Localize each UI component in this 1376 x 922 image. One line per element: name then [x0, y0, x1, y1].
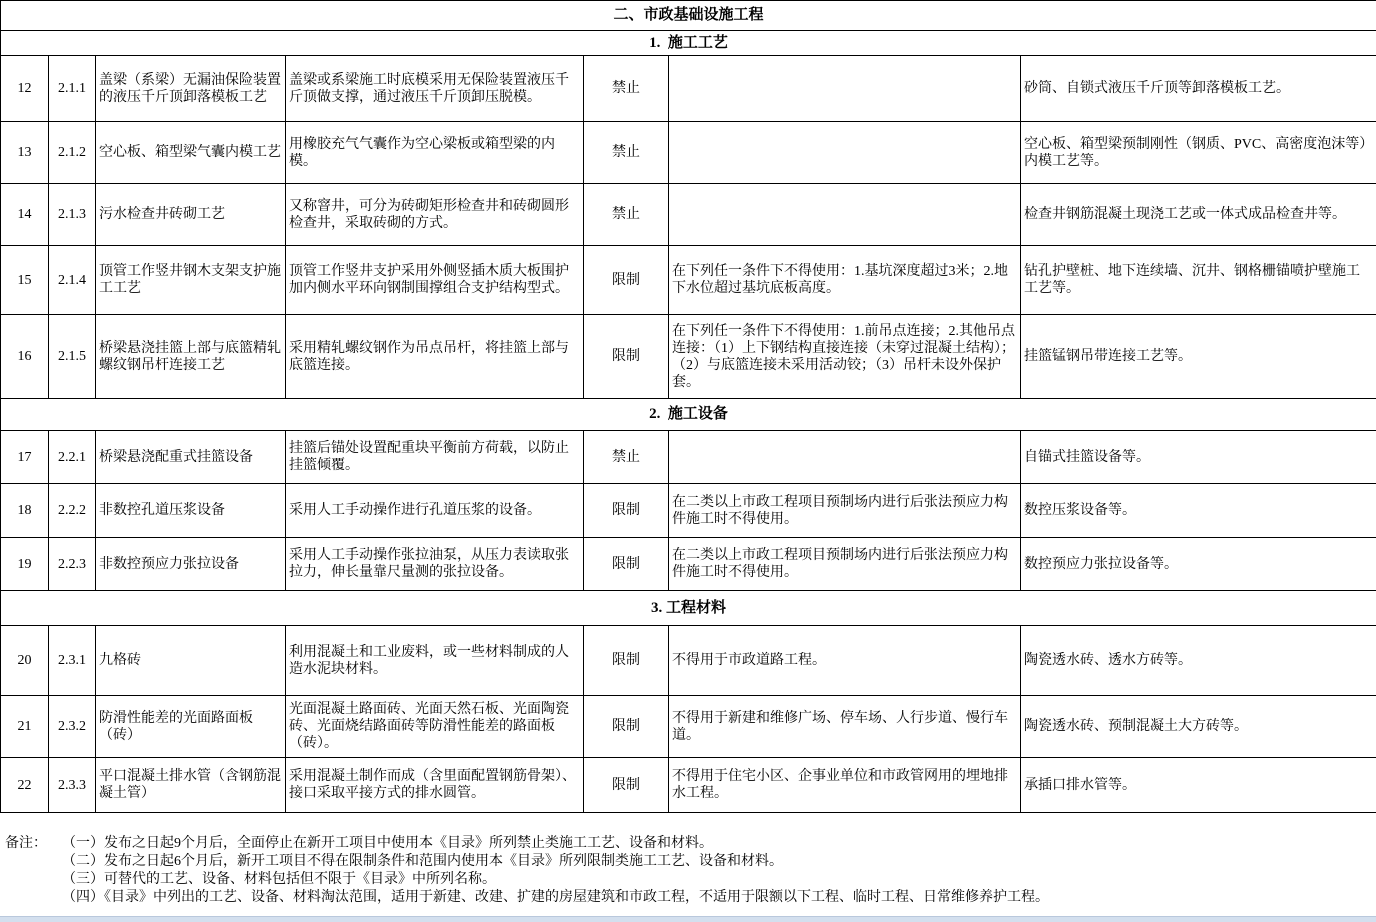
- cell-name: 顶管工作竖井钢木支架支护施工工艺: [96, 246, 286, 315]
- cell-status: 限制: [584, 484, 669, 538]
- cell-row-number: 22: [1, 758, 49, 813]
- cell-conditions: 不得用于市政道路工程。: [669, 626, 1021, 696]
- cell-status: 限制: [584, 758, 669, 813]
- cell-name: 防滑性能差的光面路面板（砖）: [96, 696, 286, 758]
- cell-conditions: 在二类以上市政工程项目预制场内进行后张法预应力构件施工时不得使用。: [669, 484, 1021, 538]
- page-title: 二、市政基础设施工程: [1, 1, 1376, 31]
- cell-conditions: [669, 122, 1021, 184]
- cell-row-number: 21: [1, 696, 49, 758]
- cell-item-code: 2.3.1: [49, 626, 96, 696]
- cell-description: 采用精轧螺纹钢作为吊点吊杆，将挂篮上部与底篮连接。: [286, 315, 584, 399]
- cell-conditions: 在下列任一条件下不得使用：1.基坑深度超过3米；2.地下水位超过基坑底板高度。: [669, 246, 1021, 315]
- table-row: [1, 484, 1376, 538]
- cell-item-code: 2.1.2: [49, 122, 96, 184]
- cell-status: 限制: [584, 696, 669, 758]
- cell-item-code: 2.3.3: [49, 758, 96, 813]
- cell-conditions: 在二类以上市政工程项目预制场内进行后张法预应力构件施工时不得使用。: [669, 538, 1021, 591]
- cell-alternatives: 陶瓷透水砖、预制混凝土大方砖等。: [1021, 696, 1376, 758]
- cell-conditions: [669, 56, 1021, 122]
- cell-status: 禁止: [584, 431, 669, 484]
- cell-alternatives: 挂篮锰钢吊带连接工艺等。: [1021, 315, 1376, 399]
- cell-name: 非数控孔道压浆设备: [96, 484, 286, 538]
- table-row: [1, 315, 1376, 399]
- table-row: [1, 56, 1376, 122]
- cell-description: 顶管工作竖井支护采用外侧竖插木质大板围护加内侧水平环向钢制围撑组合支护结构型式。: [286, 246, 584, 315]
- note-item: （一）发布之日起9个月后，全面停止在新开工项目中使用本《目录》所列禁止类施工工艺、设备和材料。: [62, 836, 713, 851]
- cell-description: 用橡胶充气气囊作为空心梁板或箱型梁的内模。: [286, 122, 584, 184]
- cell-name: 桥梁悬浇挂篮上部与底篮精轧螺纹钢吊杆连接工艺: [96, 315, 286, 399]
- cell-name: 盖梁（系梁）无漏油保险装置的液压千斤顶卸落模板工艺: [96, 56, 286, 122]
- cell-name: 桥梁悬浇配重式挂篮设备: [96, 431, 286, 484]
- cell-status: 禁止: [584, 56, 669, 122]
- cell-row-number: 14: [1, 184, 49, 246]
- table-row: [1, 538, 1376, 591]
- cell-alternatives: 数控预应力张拉设备等。: [1021, 538, 1376, 591]
- table-row: [1, 431, 1376, 484]
- cell-item-code: 2.1.3: [49, 184, 96, 246]
- cell-status: 限制: [584, 315, 669, 399]
- cell-item-code: 2.1.1: [49, 56, 96, 122]
- section-header-row: [1, 399, 1376, 431]
- cell-item-code: 2.2.3: [49, 538, 96, 591]
- cell-item-code: 2.3.2: [49, 696, 96, 758]
- catalog-table-body: [1, 1, 1376, 813]
- section-header: 3. 工程材料: [1, 591, 1376, 626]
- cell-row-number: 12: [1, 56, 49, 122]
- cell-row-number: 17: [1, 431, 49, 484]
- section-header-row: [1, 591, 1376, 626]
- cell-name: 九格砖: [96, 626, 286, 696]
- cell-name: 平口混凝土排水管（含钢筋混凝土管）: [96, 758, 286, 813]
- table-row: [1, 626, 1376, 696]
- cell-description: 采用人工手动操作进行孔道压浆的设备。: [286, 484, 584, 538]
- table-row: [1, 758, 1376, 813]
- table-row: [1, 122, 1376, 184]
- cell-alternatives: 自锚式挂篮设备等。: [1021, 431, 1376, 484]
- cell-row-number: 15: [1, 246, 49, 315]
- table-row: [1, 246, 1376, 315]
- cell-row-number: 13: [1, 122, 49, 184]
- notes-label: 备注：: [5, 836, 47, 851]
- cell-conditions: [669, 431, 1021, 484]
- note-item: （三）可替代的工艺、设备、材料包括但不限于《目录》中所列名称。: [62, 872, 496, 887]
- section-header-row: [1, 31, 1376, 56]
- cell-alternatives: 钻孔护壁桩、地下连续墙、沉井、钢格栅锚喷护壁施工工艺等。: [1021, 246, 1376, 315]
- cell-conditions: [669, 184, 1021, 246]
- cell-item-code: 2.1.4: [49, 246, 96, 315]
- cell-name: 非数控预应力张拉设备: [96, 538, 286, 591]
- cell-alternatives: 砂筒、自锁式液压千斤顶等卸落模板工艺。: [1021, 56, 1376, 122]
- section-header: 1. 施工工艺: [1, 31, 1376, 56]
- cell-name: 污水检查井砖砌工艺: [96, 184, 286, 246]
- cell-conditions: 不得用于新建和维修广场、停车场、人行步道、慢行车道。: [669, 696, 1021, 758]
- table-row: [1, 696, 1376, 758]
- cell-row-number: 19: [1, 538, 49, 591]
- cell-conditions: 不得用于住宅小区、企事业单位和市政管网用的埋地排水工程。: [669, 758, 1021, 813]
- cell-alternatives: 承插口排水管等。: [1021, 758, 1376, 813]
- cell-item-code: 2.2.2: [49, 484, 96, 538]
- cell-row-number: 20: [1, 626, 49, 696]
- cell-item-code: 2.1.5: [49, 315, 96, 399]
- title-row: [1, 1, 1376, 31]
- note-item: （四）《目录》中列出的工艺、设备、材料淘汰范围，适用于新建、改建、扩建的房屋建筑和市政工程，不适用于限额以下工程、临时工程、日常维修养护工程。: [62, 890, 1049, 905]
- cell-alternatives: 空心板、箱型梁预制刚性（钢质、PVC、高密度泡沫等）内模工艺等。: [1021, 122, 1376, 184]
- cell-alternatives: 陶瓷透水砖、透水方砖等。: [1021, 626, 1376, 696]
- cell-description: 挂篮后锚处设置配重块平衡前方荷载，以防止挂篮倾覆。: [286, 431, 584, 484]
- cell-description: 采用混凝土制作而成（含里面配置钢筋骨架）、接口采取平接方式的排水圆管。: [286, 758, 584, 813]
- cell-alternatives: 检查井钢筋混凝土现浇工艺或一体式成品检查井等。: [1021, 184, 1376, 246]
- cell-name: 空心板、箱型梁气囊内模工艺: [96, 122, 286, 184]
- table-row: [1, 184, 1376, 246]
- cell-item-code: 2.2.1: [49, 431, 96, 484]
- cell-status: 限制: [584, 246, 669, 315]
- cell-description: 盖梁或系梁施工时底模采用无保险装置液压千斤顶做支撑，通过液压千斤顶卸压脱模。: [286, 56, 584, 122]
- cell-status: 禁止: [584, 184, 669, 246]
- cell-description: 采用人工手动操作张拉油泵，从压力表读取张拉力，伸长量靠尺量测的张拉设备。: [286, 538, 584, 591]
- notes-items: [62, 835, 1376, 907]
- cell-conditions: 在下列任一条件下不得使用：1.前吊点连接；2.其他吊点连接：（1）上下钢结构直接连接（未穿过混凝土结构）；（2）与底篮连接未采用活动铰；（3）吊杆未设外保护套。: [669, 315, 1021, 399]
- cell-status: 禁止: [584, 122, 669, 184]
- section-header: 2. 施工设备: [1, 399, 1376, 431]
- cell-description: 利用混凝土和工业废料，或一些材料制成的人造水泥块材料。: [286, 626, 584, 696]
- cell-alternatives: 数控压浆设备等。: [1021, 484, 1376, 538]
- cell-status: 限制: [584, 538, 669, 591]
- notes-block: [0, 835, 1376, 907]
- cell-description: 光面混凝土路面砖、光面天然石板、光面陶瓷砖、光面烧结路面砖等防滑性能差的路面板（砖）。: [286, 696, 584, 758]
- note-item: （二）发布之日起6个月后，新开工项目不得在限制条件和范围内使用本《目录》所列限制类施工工艺、设备和材料。: [62, 854, 783, 869]
- cell-status: 限制: [584, 626, 669, 696]
- cell-row-number: 16: [1, 315, 49, 399]
- cell-description: 又称窨井，可分为砖砌矩形检查井和砖砌圆形检查井，采取砖砌的方式。: [286, 184, 584, 246]
- cell-row-number: 18: [1, 484, 49, 538]
- window-bottom-edge: [0, 916, 1376, 922]
